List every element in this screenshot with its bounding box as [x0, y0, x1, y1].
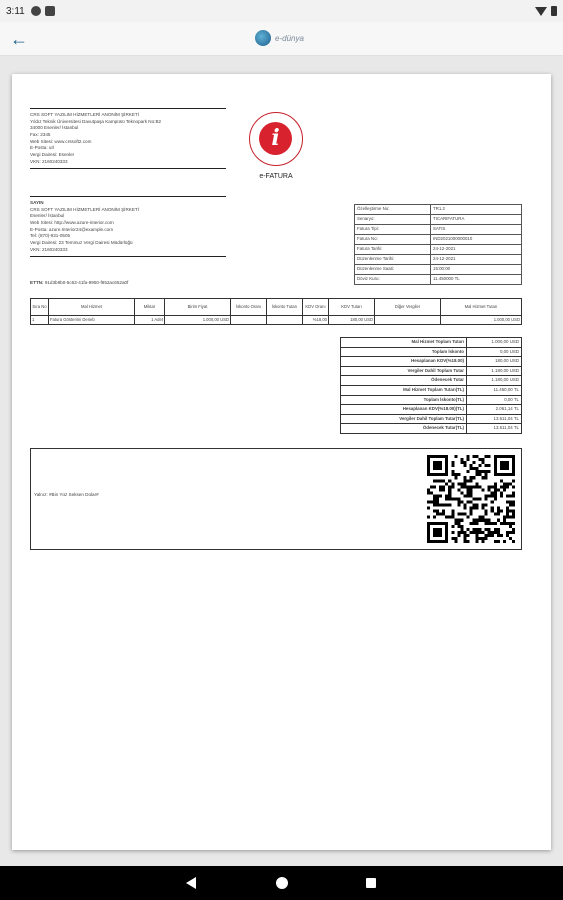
table-row: [341, 347, 522, 357]
total-label: Ödenecek Tutar(TL): [341, 424, 467, 434]
divider: [30, 196, 226, 197]
total-value: 1.000,00 USD: [467, 338, 522, 348]
notes-box: [30, 448, 522, 550]
qr-code-icon: [427, 455, 515, 543]
table-cell: [267, 316, 303, 325]
notification-icon: [31, 6, 41, 16]
total-label: Vergiler Dahil Toplam Tutar: [341, 366, 467, 376]
status-bar: [0, 0, 563, 22]
nav-recents-icon[interactable]: [366, 878, 376, 888]
meta-value: TR1.2: [431, 205, 522, 215]
seller-line: E-Posta: url: [30, 145, 54, 151]
total-value: 180,00 USD: [467, 357, 522, 367]
total-value: 0,00 USD: [467, 347, 522, 357]
gib-logo: [246, 112, 306, 182]
brand-name: e-dünya: [275, 33, 304, 43]
system-nav-bar: [0, 866, 563, 900]
total-label: Mal Hizmet Toplam Tutarı: [341, 338, 467, 348]
brand: [255, 30, 304, 46]
gib-seal-mark: i: [259, 122, 292, 155]
buyer-line: E-Posta: azure.Interior24@example.com: [30, 226, 114, 232]
table-row: [355, 275, 522, 285]
nav-home-icon[interactable]: [276, 877, 288, 889]
table-cell: Fatura Gösterimi Deneb: [49, 316, 135, 325]
table-row: [355, 235, 522, 245]
meta-key: Senaryo:: [355, 215, 431, 225]
table-cell: %18,00: [303, 316, 329, 325]
buyer-line: Esenler/ İstanbul: [30, 213, 65, 219]
invoice-page[interactable]: [12, 74, 551, 850]
total-value: 11.450,00 TL: [467, 385, 522, 395]
buyer-title: SAYIN: [30, 200, 44, 205]
total-label: Ödenecek Tutar: [341, 376, 467, 386]
meta-value: 11.450000 TL: [431, 275, 522, 285]
column-header: Mal Hizmet Tutarı: [441, 299, 522, 316]
divider: [30, 168, 226, 169]
seller-line: Yıldız Teknik Üniversitesi Davutpaşa Kampüsü Teknopark No:B2: [30, 118, 162, 124]
table-cell: 180,00 USD: [329, 316, 375, 325]
seller-line: VKN: 2160240333: [30, 158, 68, 164]
qr-code-graphic: [427, 455, 515, 543]
column-header: Diğer Vergiler: [375, 299, 441, 316]
buyer-block: [30, 196, 226, 257]
buyer-line: Vergi Dairesi: 23 Temmuz Vergi Dairesi Müdürlüğü: [30, 239, 133, 245]
table-cell: 1 Adet: [135, 316, 165, 325]
storage-icon: [45, 6, 55, 16]
table-row: [355, 245, 522, 255]
table-row: [341, 366, 522, 376]
seller-block: [30, 108, 226, 172]
table-row: [355, 205, 522, 215]
column-header: İskonto Tutarı: [267, 299, 303, 316]
column-header: Sıra No: [31, 299, 49, 316]
meta-key: Özelleştirme No:: [355, 205, 431, 215]
buyer-line: Tel: (870)-931-0505: [30, 233, 71, 239]
buyer-line: Web Sitesi: http://www.azure-interior.com: [30, 219, 114, 225]
total-value: 1.180,00 USD: [467, 366, 522, 376]
meta-key: Döviz Kuru:: [355, 275, 431, 285]
invoice-meta-table: [354, 204, 522, 285]
seller-line: Fax: 2345: [30, 131, 51, 137]
meta-key: Düzenlenme Tarihi:: [355, 255, 431, 265]
table-row: [355, 225, 522, 235]
meta-key: Fatura No:: [355, 235, 431, 245]
table-cell: 1.000,00 USD: [165, 316, 231, 325]
table-row: [341, 385, 522, 395]
total-value: 13.511,04 TL: [467, 424, 522, 434]
nav-back-icon[interactable]: [186, 877, 196, 889]
column-header: Mal Hizmet: [49, 299, 135, 316]
battery-icon: [551, 6, 557, 16]
seller-line: Vergi Dairesi: Esenler: [30, 151, 75, 157]
efatura-label: e-FATURA: [259, 173, 293, 180]
brand-logo-icon: [255, 30, 271, 46]
column-header: Miktar: [135, 299, 165, 316]
table-cell: 1: [31, 316, 49, 325]
table-row: [341, 414, 522, 424]
column-header: Birim Fiyat: [165, 299, 231, 316]
ettn-value: 91d3b9b0-5c63-41fa-9950-f852ac652a0f: [44, 280, 129, 285]
table-cell: 1.000,00 USD: [441, 316, 522, 325]
divider: [30, 256, 226, 257]
totals-table: [340, 337, 522, 434]
meta-value: TICARIFATURA: [431, 215, 522, 225]
seller-name: CRS SOFT YAZILIM HİZMETLERİ ANONİM ŞİRKETİ: [30, 112, 139, 117]
table-row: [341, 405, 522, 415]
divider: [30, 108, 226, 109]
total-label: Hesaplanan KDV(%18.00): [341, 357, 467, 367]
total-label: Vergiler Dahil Toplam Tutar(TL): [341, 414, 467, 424]
meta-value: 15:00:00: [431, 265, 522, 275]
total-value: 2.061,14 TL: [467, 405, 522, 415]
meta-key: Düzenlenme Saati:: [355, 265, 431, 275]
amount-in-words: Yalnız: #Bin Yüz Seksen Dolar#: [34, 492, 99, 497]
meta-value: IND2021000000010: [431, 235, 522, 245]
gib-seal-icon: [249, 112, 303, 166]
status-time: 3:11: [6, 5, 25, 17]
meta-key: Fatura Tarihi:: [355, 245, 431, 255]
items-table: [30, 298, 522, 325]
table-row: [341, 376, 522, 386]
buyer-line: VKN: 2160240333: [30, 246, 68, 252]
table-row: [355, 215, 522, 225]
table-cell: [231, 316, 267, 325]
meta-key: Fatura Tipi:: [355, 225, 431, 235]
total-value: 1.180,00 USD: [467, 376, 522, 386]
total-value: 0,00 TL: [467, 395, 522, 405]
total-label: Mal Hizmet Toplam Tutarı(TL): [341, 385, 467, 395]
meta-value: 24-12-2021: [431, 255, 522, 265]
meta-value: 24-12-2021: [431, 245, 522, 255]
app-bar: [0, 22, 563, 56]
seller-line: 34000 Esenler/ İstanbul: [30, 125, 79, 131]
table-row: [341, 338, 522, 348]
wifi-icon: [535, 7, 547, 16]
table-row: [341, 424, 522, 434]
buyer-line: CRS SOFT YAZILIM HİZMETLERİ ANONİM ŞİRKETİ: [30, 206, 139, 212]
back-arrow-icon[interactable]: ←: [10, 29, 28, 49]
table-cell: [375, 316, 441, 325]
table-row: [355, 255, 522, 265]
total-label: Hesaplanan KDV(%18.00)(TL): [341, 405, 467, 415]
total-label: Toplam İskonto(TL): [341, 395, 467, 405]
table-row: [341, 357, 522, 367]
total-value: 13.511,04 TL: [467, 414, 522, 424]
seller-line: Web Sitesi: www.crssoft2.com: [30, 138, 92, 144]
column-header: KDV Oranı: [303, 299, 329, 316]
ettn-label: ETTN:: [30, 280, 44, 285]
table-row: [355, 265, 522, 275]
meta-value: SATIS: [431, 225, 522, 235]
column-header: İskonto Oranı: [231, 299, 267, 316]
table-row: [31, 316, 522, 325]
ettn: [30, 280, 128, 287]
table-row: [341, 395, 522, 405]
total-label: Toplam İskonto: [341, 347, 467, 357]
table-header-row: [31, 299, 522, 316]
column-header: KDV Tutarı: [329, 299, 375, 316]
